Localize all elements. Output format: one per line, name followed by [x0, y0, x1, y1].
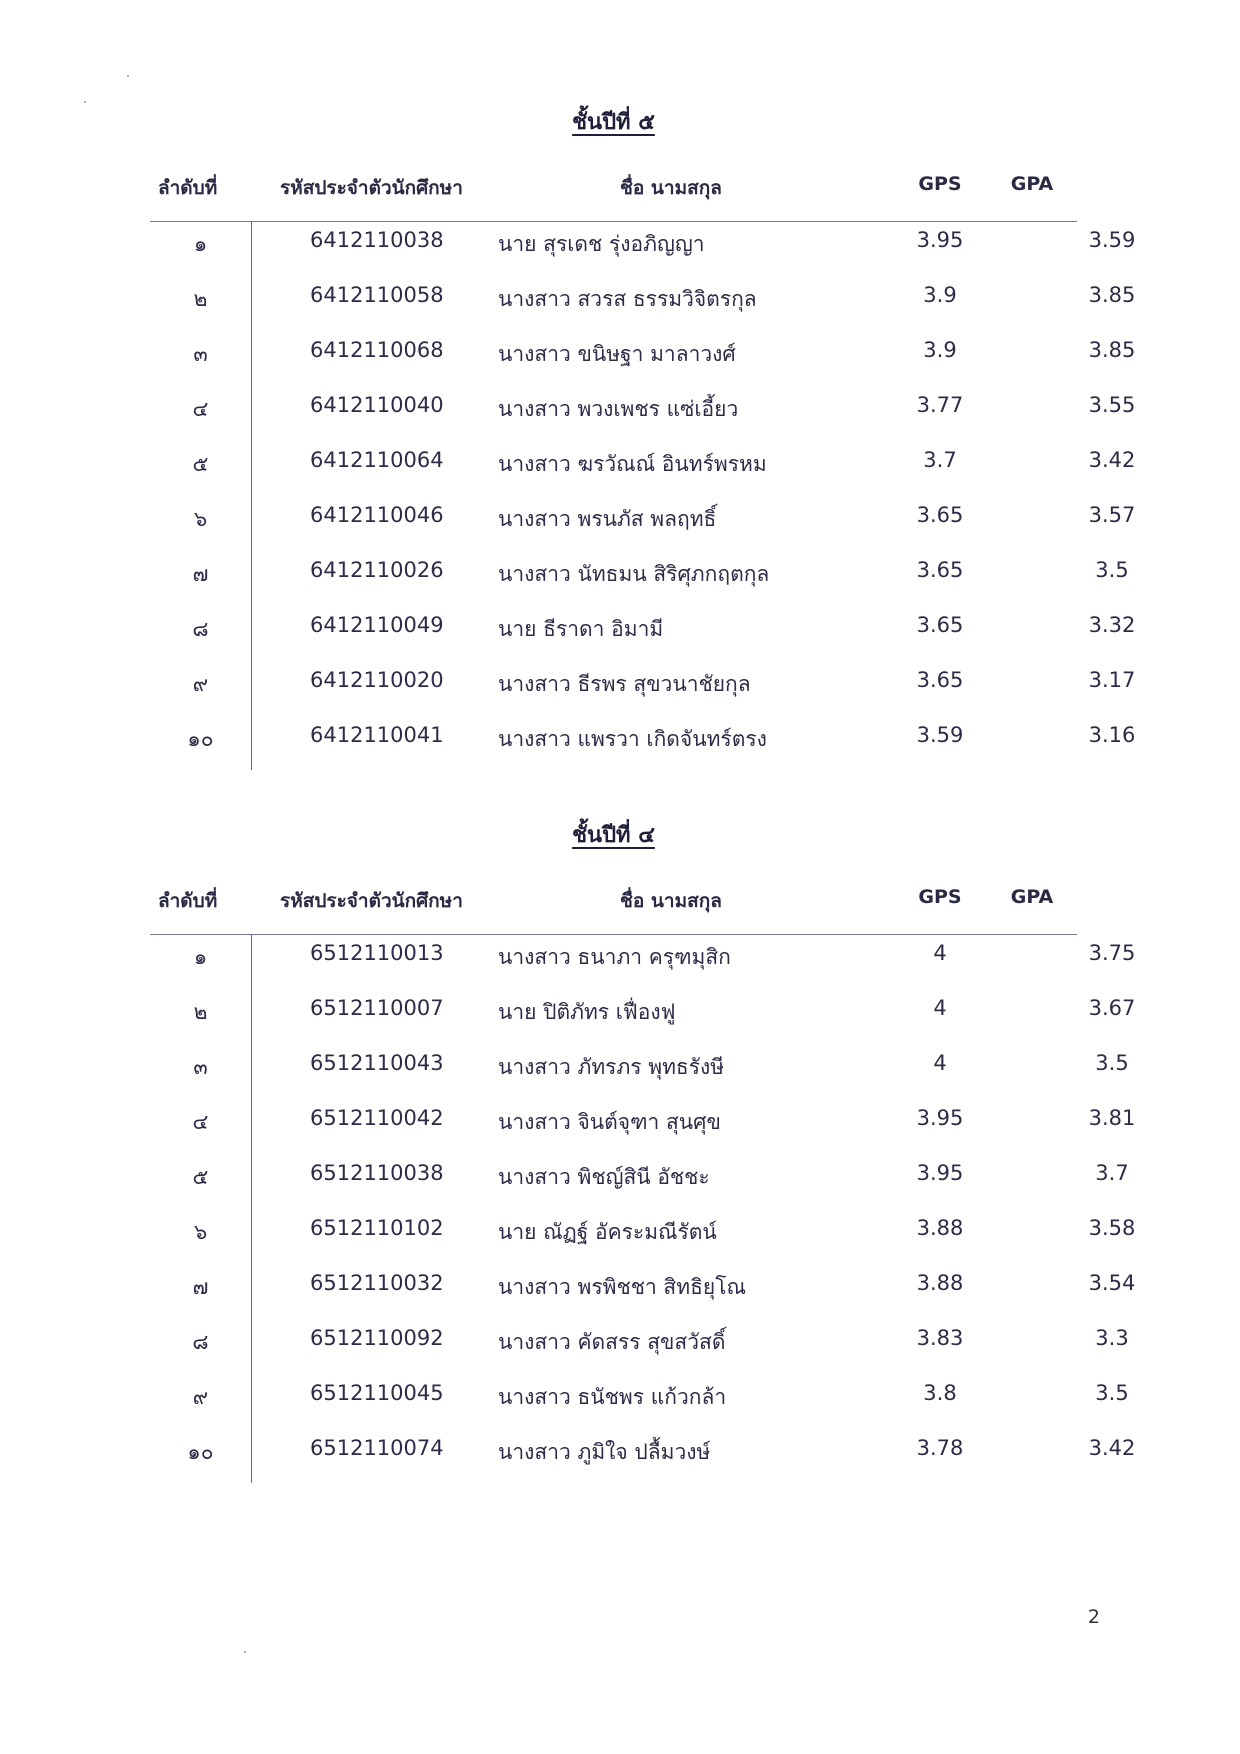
student-id-cell: 6412110049 [310, 613, 444, 637]
table-row [150, 558, 1129, 598]
header-divider [150, 221, 1077, 222]
section-year-4 [150, 813, 1136, 1493]
gps-cell: 3.65 [916, 558, 964, 582]
student-name-cell: นางสาว ธนัชพร แก้วกล้า [498, 1385, 727, 1409]
student-name-cell: นางสาว ธีรพร สุขวนาชัยกุล [498, 672, 751, 696]
scan-speck [84, 101, 86, 103]
gps-cell: 3.9 [923, 338, 957, 362]
student-name-cell: นาย สุรเดช รุ่งอภิญญา [498, 232, 705, 256]
table-row [150, 723, 1136, 763]
table-row [150, 668, 1136, 708]
student-name-cell: นางสาว สวรส ธรรมวิจิตรกุล [498, 287, 757, 311]
student-name-cell: นางสาว พรพิชชา สิทธิยุโณ [498, 1275, 746, 1299]
table-row [150, 1436, 1136, 1476]
student-name-cell: นางสาว พรนภัส พลฤทธิ์ [498, 507, 717, 531]
gpa-cell: 3.55 [1088, 393, 1136, 417]
table-row [150, 1106, 1136, 1146]
student-name-cell: นางสาว ธนาภา ครุฑมุสิก [498, 945, 731, 969]
rank-cell: ๔ [192, 1110, 209, 1134]
table-row [150, 1216, 1136, 1256]
student-id-cell: 6512110043 [310, 1051, 444, 1075]
table-header [150, 173, 1077, 209]
student-name-cell: นาย ณัฏฐ์ อัคระมณีรัตน์ [498, 1220, 717, 1244]
student-id-cell: 6512110038 [310, 1161, 444, 1185]
gpa-cell: 3.58 [1088, 1216, 1136, 1240]
gps-cell: 3.7 [923, 448, 957, 472]
gps-cell: 3.95 [916, 228, 964, 252]
table-row [150, 1326, 1129, 1366]
student-name-cell: นางสาว ภูมิใจ ปลื้มวงษ์ [498, 1440, 711, 1464]
gps-cell: 3.77 [916, 393, 964, 417]
student-id-cell: 6512110045 [310, 1381, 444, 1405]
rank-cell: ๑๐ [187, 1440, 214, 1464]
rank-cell: ๗ [192, 562, 209, 586]
student-name-cell: นางสาว จินต์จุฑา สุนศุข [498, 1110, 721, 1134]
rank-cell: ๖ [193, 507, 208, 531]
student-id-cell: 6412110038 [310, 228, 444, 252]
gps-cell: 4 [933, 996, 947, 1020]
student-name-cell: นางสาว แพรวา เกิดจันทร์ตรง [498, 727, 767, 751]
student-name-cell: นางสาว ฆรวัณณ์ อินทร์พรหม [498, 452, 767, 476]
table-row [150, 941, 1136, 981]
gps-cell: 3.95 [916, 1161, 964, 1185]
student-name-cell: นาย ธีราดา อิมามี [498, 617, 664, 641]
gpa-cell: 3.85 [1088, 338, 1136, 362]
student-id-cell: 6512110074 [310, 1436, 444, 1460]
student-id-cell: 6512110092 [310, 1326, 444, 1350]
table-row [150, 1271, 1136, 1311]
gps-cell: 3.65 [916, 613, 964, 637]
gpa-cell: 3.32 [1088, 613, 1136, 637]
rank-cell: ๓ [193, 1055, 208, 1079]
rank-cell: ๑ [193, 945, 208, 969]
gpa-cell: 3.17 [1088, 668, 1136, 692]
rank-cell: ๔ [192, 397, 209, 421]
student-id-cell: 6512110013 [310, 941, 444, 965]
table-row [150, 338, 1136, 378]
gpa-cell: 3.5 [1095, 1051, 1129, 1075]
header-no: ลำดับที่ [158, 890, 218, 912]
student-id-cell: 6412110058 [310, 283, 444, 307]
rank-cell: ๗ [192, 1275, 209, 1299]
rank-cell: ๒ [193, 1000, 208, 1024]
gpa-cell: 3.3 [1095, 1326, 1129, 1350]
section-title: ชั้นปีที่ ๕ [572, 110, 655, 135]
header-no: ลำดับที่ [158, 177, 218, 199]
student-id-cell: 6512110042 [310, 1106, 444, 1130]
student-name-cell: นางสาว ขนิษฐา มาลาวงศ์ [498, 342, 736, 366]
header-gpa: GPA [1010, 886, 1054, 908]
table-row [150, 996, 1136, 1036]
rank-cell: ๘ [192, 617, 209, 641]
rank-cell: ๕ [192, 452, 209, 476]
table-row [150, 228, 1136, 268]
header-gpa: GPA [1010, 173, 1054, 195]
rank-cell: ๒ [193, 287, 208, 311]
student-id-cell: 6512110032 [310, 1271, 444, 1295]
student-name-cell: นางสาว ภัทรภร พุทธรังษี [498, 1055, 725, 1079]
gps-cell: 4 [933, 941, 947, 965]
table-row [150, 448, 1136, 488]
table-row [150, 1051, 1129, 1091]
gps-cell: 3.65 [916, 668, 964, 692]
table-row [150, 1161, 1129, 1201]
rank-cell: ๑๐ [187, 727, 214, 751]
rank-cell: ๙ [192, 1385, 209, 1409]
student-id-cell: 6512110007 [310, 996, 444, 1020]
header-gps: GPS [918, 886, 962, 908]
student-id-cell: 6412110064 [310, 448, 444, 472]
rank-cell: ๖ [193, 1220, 208, 1244]
gpa-cell: 3.42 [1088, 1436, 1136, 1460]
page-number: 2 [1087, 1606, 1100, 1628]
rank-cell: ๓ [193, 342, 208, 366]
gpa-cell: 3.7 [1095, 1161, 1129, 1185]
student-id-cell: 6412110026 [310, 558, 444, 582]
gpa-cell: 3.75 [1088, 941, 1136, 965]
rank-cell: ๙ [192, 672, 209, 696]
header-student-id: รหัสประจำตัวนักศึกษา [280, 890, 463, 912]
gps-cell: 3.83 [916, 1326, 964, 1350]
gpa-cell: 3.5 [1095, 558, 1129, 582]
gpa-cell: 3.85 [1088, 283, 1136, 307]
gpa-cell: 3.5 [1095, 1381, 1129, 1405]
gps-cell: 3.88 [916, 1271, 964, 1295]
header-student-id: รหัสประจำตัวนักศึกษา [280, 177, 463, 199]
section-title: ชั้นปีที่ ๔ [572, 823, 655, 848]
student-id-cell: 6412110040 [310, 393, 444, 417]
scan-speck [244, 1651, 246, 1653]
student-id-cell: 6412110041 [310, 723, 444, 747]
table-row [150, 613, 1136, 653]
student-name-cell: นางสาว นัทธมน สิริศุภกฤตกุล [498, 562, 770, 586]
header-name: ชื่อ นามสกุล [620, 177, 722, 199]
gpa-cell: 3.54 [1088, 1271, 1136, 1295]
rank-cell: ๘ [192, 1330, 209, 1354]
rank-cell: ๑ [193, 232, 208, 256]
table-row [150, 393, 1136, 433]
gps-cell: 4 [933, 1051, 947, 1075]
gps-cell: 3.8 [923, 1381, 957, 1405]
gps-cell: 3.78 [916, 1436, 964, 1460]
student-name-cell: นาย ปิติภัทร เฟื่องฟู [498, 1000, 676, 1024]
header-gps: GPS [918, 173, 962, 195]
table-row [150, 1381, 1129, 1421]
student-id-cell: 6512110102 [310, 1216, 444, 1240]
gpa-cell: 3.42 [1088, 448, 1136, 472]
gpa-cell: 3.57 [1088, 503, 1136, 527]
gpa-cell: 3.16 [1088, 723, 1136, 747]
scan-speck [127, 75, 129, 77]
table-header [150, 886, 1077, 922]
student-id-cell: 6412110046 [310, 503, 444, 527]
student-id-cell: 6412110068 [310, 338, 444, 362]
gpa-cell: 3.67 [1088, 996, 1136, 1020]
gps-cell: 3.9 [923, 283, 957, 307]
section-year-5 [150, 100, 1136, 780]
gpa-cell: 3.81 [1088, 1106, 1136, 1130]
gps-cell: 3.65 [916, 503, 964, 527]
student-name-cell: นางสาว พิชญ์สินี อัชชะ [498, 1165, 710, 1189]
header-divider [150, 934, 1077, 935]
header-name: ชื่อ นามสกุล [620, 890, 722, 912]
gps-cell: 3.88 [916, 1216, 964, 1240]
rank-cell: ๕ [192, 1165, 209, 1189]
table-row [150, 503, 1136, 543]
table-row [150, 283, 1136, 323]
student-name-cell: นางสาว พวงเพชร แซ่เอี้ยว [498, 397, 739, 421]
gps-cell: 3.95 [916, 1106, 964, 1130]
gps-cell: 3.59 [916, 723, 964, 747]
student-id-cell: 6412110020 [310, 668, 444, 692]
student-name-cell: นางสาว คัดสรร สุขสวัสดิ์ [498, 1330, 726, 1354]
gpa-cell: 3.59 [1088, 228, 1136, 252]
